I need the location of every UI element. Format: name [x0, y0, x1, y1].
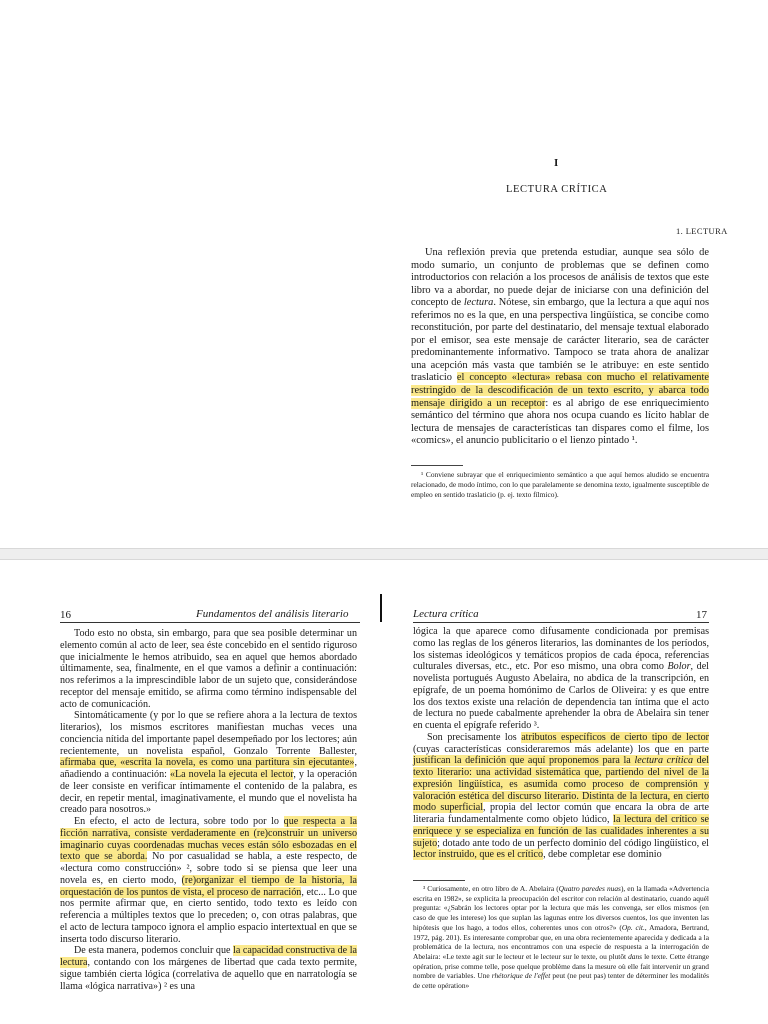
text-run: , igualmente susceptible de empleo en sentido traslaticio (p. ej. texto fílmico).	[411, 480, 710, 499]
footnote-1	[411, 470, 709, 500]
book-spine	[380, 594, 382, 622]
footnote-3	[413, 884, 709, 991]
highlighted-passage: atributos específicos de cierto tipo de lector	[521, 731, 709, 743]
text-run: , del novelista portugués Augusto Abelaira, no abdica de la transcripción, en epígrafe, de un poema homónimo de Carlos de Oliveira: y es que entre los dos textos existe una relación de dependencia tan íntima que el acto de lectura no puede cabalmente aprehender la obra de Abelaira sin tener en cuenta el epígrafe referido ³.	[413, 661, 709, 731]
italic-term: dans	[628, 951, 643, 961]
left-paragraph-1: Todo esto no obsta, sin embargo, para que sea posible determinar un elemento común al acto de leer, sea éste concebido en el sentido riguroso que inicialmente le hemos atribuido, sea en aquel que hemos abordado últimamente, sea, finalmente, en el que vamos a definir a continuación: nos referimos a la imprescindible labor de un sujeto que, considerándose receptor del mensaje emitido, se afirma como término indispensable del acto de comunicación.	[60, 628, 357, 710]
right-paragraph-2	[413, 732, 709, 861]
highlighted-italic-term: lectura crítica	[634, 755, 694, 767]
text-run: ¹ Conviene subrayar que el enriquecimiento semántico a que aquí hemos aludido se encuentra relacionado, de modo íntimo, con lo que paralelamente se denomina	[411, 470, 709, 489]
left-paragraph-2	[60, 710, 357, 816]
right-page-body	[413, 626, 709, 861]
left-running-head: Fundamentos del análisis literario	[196, 608, 349, 620]
italic-title: Bolor	[667, 661, 691, 673]
text-run: lógica la que aparece como difusamente condicionada por premisas como las reglas de los géneros literarios, las dominantes de los períodos, los sistemas ideológicos y temáticos propios de cada época, referencias culturales diversas, etc., etc. Por eso mismo, una obra como	[413, 626, 709, 673]
text-run: , Amadora, Bertrand, 1972, pág. 201). Es interesante comprobar que, en una obra recientemente aparecida y dedicada a la problemática de la lectura, nos encontramos con una especie de respuesta a la interrogación de Abelaira: «Le texte agit sur le lecteur et le lecteur sur le texte, ou plutôt	[413, 922, 710, 961]
text-run: , y la operación de leer consiste en verificar íntimamente el contenido de la palabra, es decir, en repetir mental, imaginativamente, el mundo que el novelista ha creado para nosotros.»	[60, 769, 358, 816]
section-title: 1. LECTURA	[676, 226, 728, 236]
text-run: le texte. Cette étrange opération, prise comme telle, pose quelque problème dans la mesure où elle fait intervenir un grand nombre de variables. Une	[413, 951, 710, 981]
highlighted-passage: del texto literario: una actividad sistemática que, partiendo del nivel de la expresión lingüística, es asumida como proceso de comprensión y valoración estética del discurso literario. Distinta de la lectura, en cierto modo superficial	[413, 755, 710, 814]
text-run: , contando con los márgenes de libertad que cada texto permite, sigue también cierta lógica (correlativa de aquello que en narratología se llama «lógica narrativa») ² es una	[60, 957, 357, 992]
highlighted-passage: justifican la definición que aquí proponemos para la	[413, 755, 635, 767]
italic-title: Quatro paredes nuas	[558, 884, 621, 893]
left-paragraph-4	[60, 945, 357, 992]
text-run: Una reflexión previa que pretenda estudiar, aunque sea sólo de modo sumario, un conjunto de problemas que se definen como introductorios con relación a los procesos de análisis de textos que este libro va a abordar, no puede dejar de iniciarse con una definición del concepto de	[411, 247, 709, 309]
top-page-paragraph	[411, 247, 709, 448]
text-run: ³ Curiosamente, en otro libro de A. Abelaira (	[423, 884, 559, 893]
italic-term: lectura	[463, 297, 494, 309]
left-paragraph-3	[60, 816, 357, 945]
text-run: ; dotado ante todo de un perfecto dominio del código lingüístico, el	[437, 837, 709, 849]
right-page-number: 17	[696, 609, 707, 621]
text-run: , añadiendo a continuación:	[60, 757, 357, 780]
highlighted-passage: la capacidad constructiva de la lectura	[60, 945, 357, 968]
italic-term: Op. cit.	[621, 922, 645, 932]
text-run: De esta manera, podemos concluir que	[74, 945, 234, 957]
page-separator	[0, 548, 768, 560]
right-running-head: Lectura crítica	[413, 608, 479, 620]
right-paragraph-1	[413, 626, 709, 732]
left-page-number: 16	[60, 609, 71, 621]
text-run: , propia del lector común que encara la obra de arte literaria fundamentalmente como objeto lúdico,	[413, 802, 709, 825]
text-run: : es al abrigo de ese enriquecimiento semántico del término que ahora nos ocupa cuando es lícito hablar de lectura de mensajes de características tan dispares como el filme, los «comics», el anuncio publicitario o el lienzo pintado ¹.	[411, 397, 710, 447]
footnote-divider	[413, 880, 465, 881]
text-run: , debe completar ese dominio	[543, 849, 662, 861]
text-run: , etc... Lo que nos permite afirmar que, en cierto sentido, todo texto es leído con referencia a múltiples textos que lo preceden; o, con otras palabras, que el acto de lectura tampoco ignora el amplio espacio intertextual en que se inserta todo discurso literario.	[60, 886, 358, 945]
text-run: (cuyas características consideraremos más adelante) los que en parte	[413, 743, 709, 755]
highlighted-passage: afirmaba que, «escrita la novela, es como una partitura sin ejecutante»	[60, 757, 355, 769]
highlighted-passage: la lectura del crítico se enriquece y se especializa en función de las cualidades inherentes a su sujeto	[413, 814, 709, 849]
chapter-title: LECTURA CRÍTICA	[506, 184, 608, 195]
text-run: peut (ne peut pas) tenter de déterminer les modalités de cette opération»	[413, 971, 710, 991]
highlighted-passage: lector instruido, que es el crítico	[413, 849, 544, 861]
italic-term: texto	[614, 480, 629, 489]
chapter-number: I	[554, 157, 559, 169]
italic-term: rhétorique de l'effet	[491, 971, 551, 981]
highlighted-passage: «La novela la ejecuta el lector	[169, 769, 294, 780]
left-page-body	[60, 628, 357, 992]
highlighted-passage: el concepto «lectura» rebasa con mucho el relativamente restringido de la descodificación de un texto escrito, y abarca todo mensaje dirigido a un receptor	[411, 372, 709, 409]
right-header-rule	[413, 622, 709, 623]
text-run: Sintomáticamente (y por lo que se refiere ahora a la lectura de textos literarios), los mismos escritores manifiestan muchas veces una conciencia nítida del importante papel desempeñado por los lectores; aún recientemente, un novelista español, Gonzalo Torrente Ballester,	[60, 710, 357, 757]
footnote-divider	[411, 465, 463, 466]
text-run: ), en la llamada «Advertencia escrita en 1982», se explicita la preocupación del escritor con relación al destinatario, cuando aquél pregunta: «¿Sabrán los lectores optar por la lectura que más les convenga, ser ellos mismos (en caso de que les interese) los que suplan las lagunas entre los diversos cuentos, los que inventen las hipótesis que los hago, a todos ellos, coherentes unos con otros?» (	[413, 884, 709, 932]
text-run: . Nótese, sin embargo, que la lectura a que aquí nos referimos no es la que, en una perspectiva lingüística, se concibe como reconstitución, por parte del destinatario, del mensaje textual elaborado por el emisor, sea este mensaje de carácter literario, sea de carácter predominantemente informativo. Tampoco se trata ahora de analizar una acepción más vasta que también se le atribuye: en este sentido traslaticio	[411, 297, 709, 384]
text-run: No por casualidad se habla, a este respecto, de «lectura como construcción» ², sobre todo si se piensa que leer una novela es, en cierto modo,	[60, 851, 357, 886]
text-run: Son precisamente los	[427, 731, 522, 743]
highlighted-passage: que respecta a la ficción narrativa, consiste verdaderamente en (re)construir un universo imaginario cuyas coordenadas muchas veces están sólo esbozadas en el texto que se aborda.	[60, 816, 357, 863]
text-run: En efecto, el acto de lectura, sobre todo por lo	[74, 816, 284, 827]
left-header-rule	[60, 622, 360, 623]
highlighted-passage: (re)organizar el tiempo de la historia, la orquestación de los puntos de vista, el proceso de narración	[60, 874, 357, 898]
